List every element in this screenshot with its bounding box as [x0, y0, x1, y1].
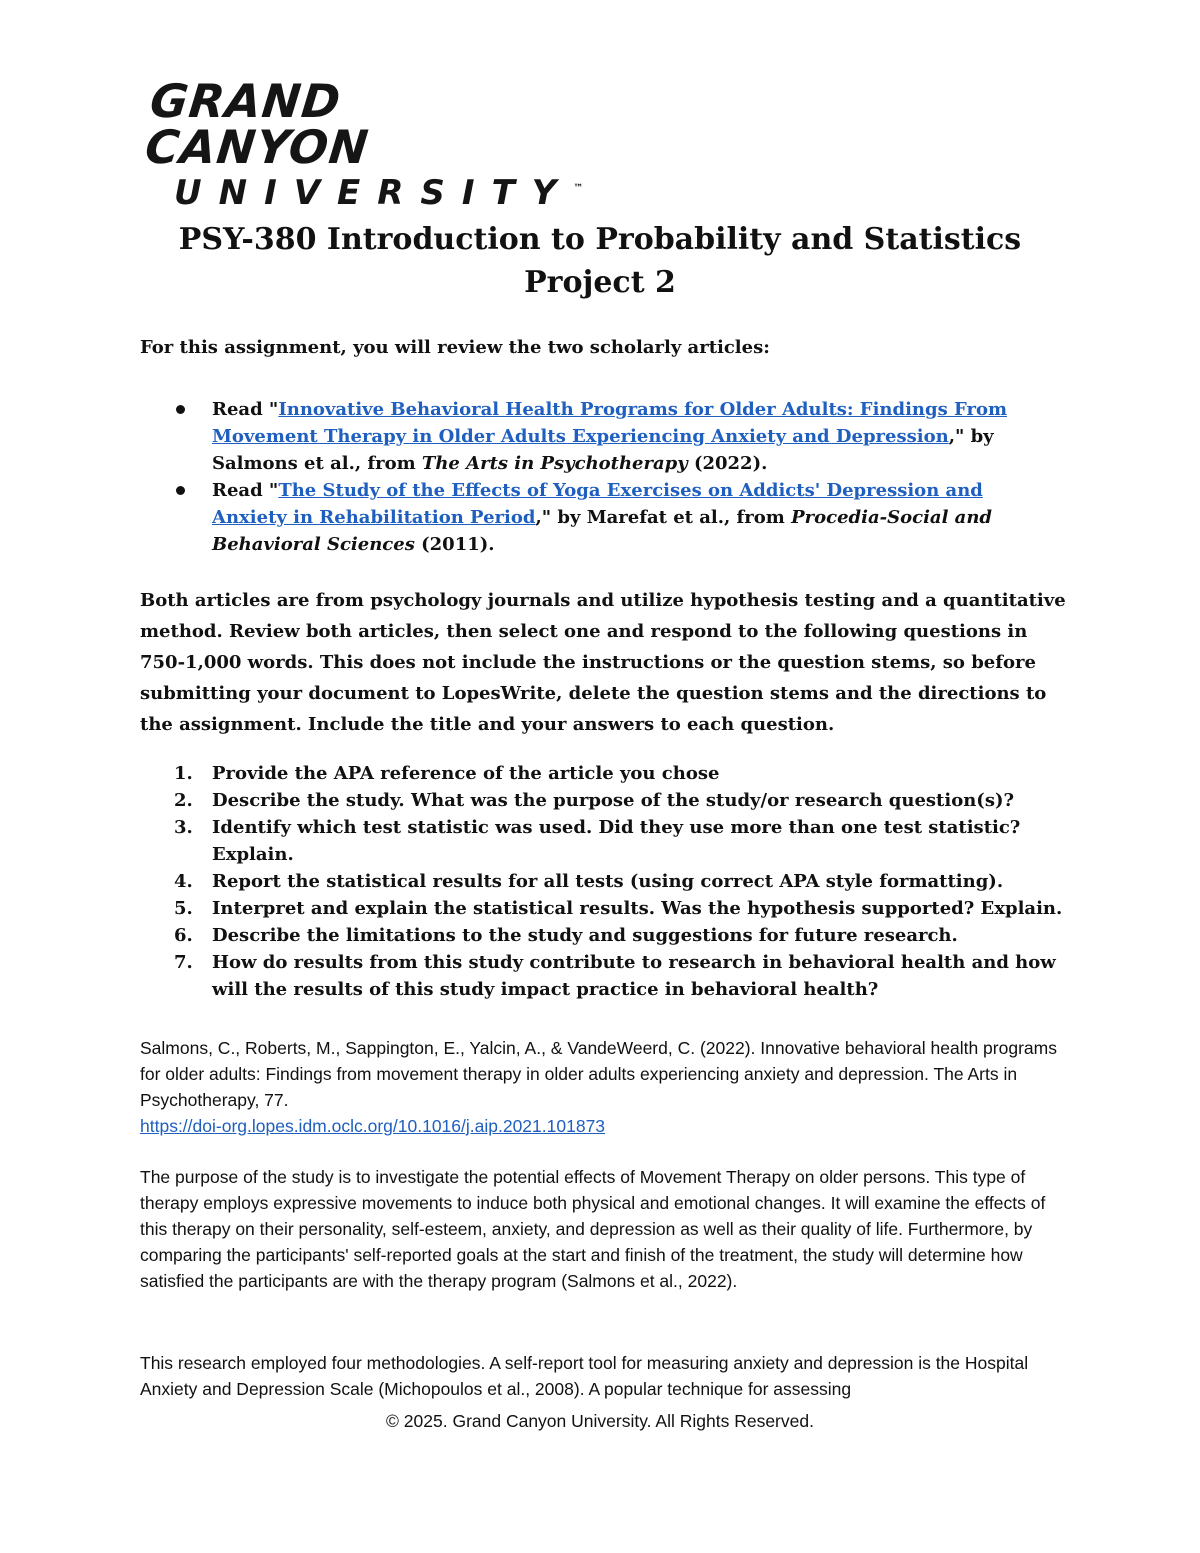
answer-paragraph-methods: This research employed four methodologies. A self-report tool for measuring anxiety and depression is the Hospital Anxiety and Depression Scale (Michopoulos et al., 2008). A popular technique for assessing: [140, 1353, 1029, 1399]
instructions-paragraph: Both articles are from psychology journals and utilize hypothesis testing and a quantitative method. Review both articles, then select one and respond to the following questions in 750-1,000 words. This does not include the instructions or the question stems, so before submitting your document to LopesWrite, delete the question stems and the directions to the assignment. Include the title and your answers to each question.: [140, 590, 1066, 735]
logo-line-grand-canyon: GRAND CANYON: [142, 74, 372, 174]
logo-trademark: ™: [573, 183, 584, 194]
intro-text: For this assignment, you will review the two scholarly articles:: [140, 337, 770, 358]
article-list: [140, 396, 1060, 558]
question-item: [140, 760, 1070, 787]
question-number: 1.: [174, 763, 193, 784]
question-number: 6.: [174, 925, 193, 946]
question-item: [140, 868, 1070, 895]
article-link-salmons[interactable]: Innovative Behavioral Health Programs for Older Adults: Findings From Movement Therapy in Older Adults Experiencing Anxiety and Depression: [212, 399, 1008, 447]
bullet-icon: [176, 486, 185, 495]
reference-text: Salmons, C., Roberts, M., Sappington, E., Yalcin, A., & VandeWeerd, C. (2022). Innovative behavioral health programs for older adults: Findings from movement therapy in older adults experiencing anxiety and depression. The Arts in Psychotherapy, 77.: [140, 1038, 1057, 1110]
question-number: 5.: [174, 898, 193, 919]
article-link-marefat[interactable]: The Study of the Effects of Yoga Exercises on Addicts' Depression and Anxiety in Rehabilitation Period: [212, 480, 983, 528]
answer-paragraph-purpose: The purpose of the study is to investigate the potential effects of Movement Therapy on older persons. This type of therapy employs expressive movements to induce both physical and emotional changes. It will examine the effects of this therapy on their personality, self-esteem, anxiety, and depression as well as their quality of life. Furthermore, by comparing the participants' self-reported goals at the start and finish of the treatment, the study will determine how satisfied the participants are with the therapy program (Salmons et al., 2022).: [140, 1167, 1046, 1291]
doi-link[interactable]: https://doi-org.lopes.idm.oclc.org/10.1016/j.aip.2021.101873: [140, 1116, 606, 1136]
question-item: [140, 814, 1070, 868]
question-item: [140, 895, 1070, 922]
article-journal: The Arts in Psychotherapy: [421, 453, 688, 474]
course-title: PSY-380 Introduction to Probability and Statistics: [178, 222, 1022, 257]
question-text: Describe the study. What was the purpose of the study/or research question(s)?: [212, 790, 1015, 811]
article-authors: ," by Marefat et al., from: [535, 507, 792, 528]
question-number: 4.: [174, 871, 193, 892]
question-text: How do results from this study contribute to research in behavioral health and how will the results of this study impact practice in behavioral health?: [212, 952, 1056, 1000]
article-year: (2011).: [414, 534, 495, 555]
question-item: [140, 922, 1070, 949]
logo-university-text: UNIVERSITY: [174, 173, 574, 213]
bullet-icon: [176, 405, 185, 414]
article-item: [140, 396, 1060, 477]
question-item: [140, 787, 1070, 814]
apa-reference: [140, 1035, 1060, 1139]
question-text: Provide the APA reference of the article you chose: [212, 763, 720, 784]
project-title: Project 2: [524, 265, 676, 300]
university-logo: [142, 74, 584, 213]
question-text: Describe the limitations to the study and suggestions for future research.: [212, 925, 958, 946]
copyright-footer: © 2025. Grand Canyon University. All Rights Reserved.: [386, 1411, 814, 1431]
article-year: (2022).: [687, 453, 768, 474]
logo-line-university: [148, 173, 584, 213]
question-list: [140, 760, 1070, 1003]
question-number: 2.: [174, 790, 193, 811]
article-journal: Procedia-Social and Behavioral Sciences: [212, 507, 993, 555]
question-number: 3.: [174, 817, 193, 838]
article-prefix: Read ": [212, 399, 279, 420]
question-item: [140, 949, 1070, 1003]
question-text: Identify which test statistic was used. Did they use more than one test statistic? Explain.: [212, 817, 1021, 865]
question-text: Interpret and explain the statistical results. Was the hypothesis supported? Explain.: [212, 898, 1063, 919]
article-item: [140, 477, 1060, 558]
article-prefix: Read ": [212, 480, 279, 501]
question-text: Report the statistical results for all tests (using correct APA style formatting).: [212, 871, 1004, 892]
question-number: 7.: [174, 952, 193, 973]
article-authors: ," by Salmons et al., from: [212, 426, 994, 474]
